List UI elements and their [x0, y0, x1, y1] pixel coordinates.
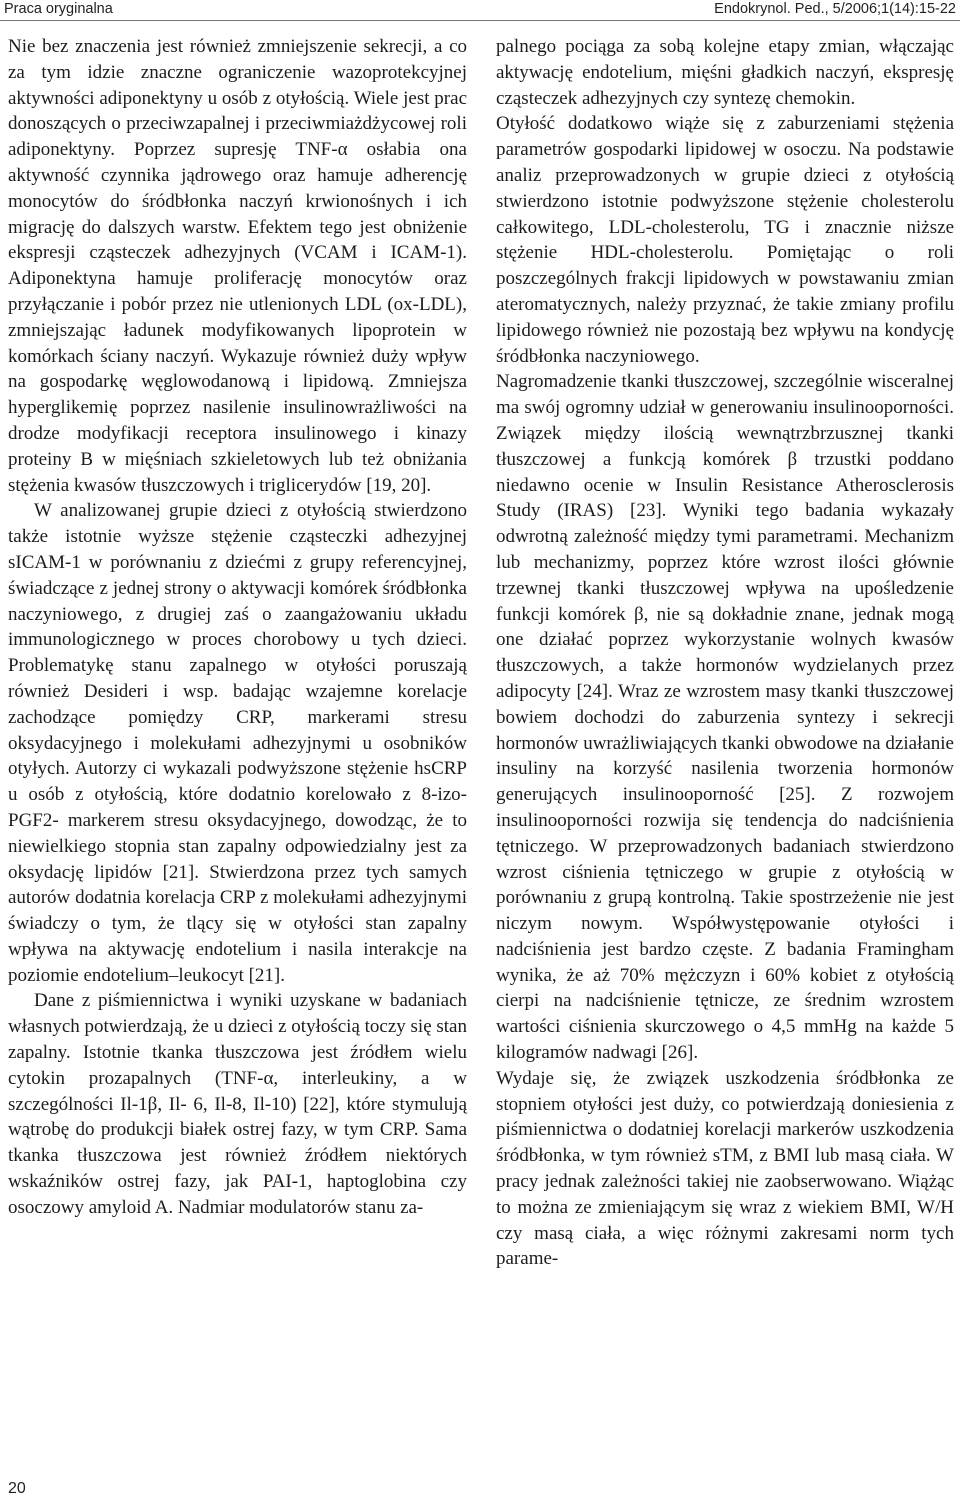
paragraph: Wydaje się, że związek uszkodzenia śródbłonka ze stopniem otyłości jest duży, co potwierdzają doniesienia z piśmiennictwa o dodatniej korelacji markerów uszkodzenia śródbłonka, w tym również sTM, z BMI lub masą ciała. W pracy jednak zależności takiej nie zaobserwowano. Wiążąc to można ze zmieniającym się wraz z wiekiem BMI, W/H czy masą ciała, a więc różnymi zakresami norm tych parame- [496, 1067, 954, 1270]
paragraph: Otyłość dodatkowo wiąże się z zaburzeniami stężenia parametrów gospodarki lipidowej w osoczu. Na podstawie analiz przeprowadzonych w grupie dzieci z otyłością stwierdzono istotnie podwyższone stężenie cholesterolu całkowitego, LDL-cholesterolu, TG i znacznie niższe stężenie HDL-cholesterolu. Pomiętając o roli poszczególnych frakcji lipidowych w powstawaniu zmian ateromatycznych, należy przyznać, że takie zmiany profilu lipidowego również nie pozostają bez wpływu na kondycję śródbłonka naczyniowego. [496, 113, 954, 367]
right-column [496, 34, 954, 1272]
running-header [0, 0, 960, 20]
paragraph: W analizowanej grupie dzieci z otyłością stwierdzono także istotnie wyższe stężenie cząsteczki adhezyjnej sICAM-1 w porównaniu z dziećmi z grupy referencyjnej, świadczące z jednej strony o aktywacji komórek śródbłonka naczyniowego, z drugiej zaś o zaangażowaniu układu immunologicznego w proces chorobowy u tych dzieci. Problematykę stanu zapalnego w otyłości poruszają również Desideri i wsp. badając wzajemne korelacje zachodzące pomiędzy CRP, markerami stresu oksydacyjnego i molekułami adhezyjnymi u osobników otyłych. Autorzy ci wykazali podwyższone stężenie hsCRP u osób z otyłością, które dodatnio korelowało z 8-izo-PGF2- markerem stresu oksydacyjnego, dowodząc, że to niewielkiego stopnia stan zapalny odpowiedzialny jest za oksydację lipidów [21]. Stwierdzona przez tych samych autorów dodatnia korelacja CRP z molekułami adhezyjnymi świadczy o tym, że tlący się w otyłości stan zapalny wpływa na aktywację endotelium i nasila interakcje na poziomie endotelium–leukocyt [21]. [8, 500, 467, 986]
section-label: Praca oryginalna [4, 1, 113, 17]
paragraph: Nagromadzenie tkanki tłuszczowej, szczególnie wisceralnej ma swój ogromny udział w generowaniu insulinooporności. Związek między ilością wewnątrzbrzusznej tkanki tłuszczowej a funkcją komórek β trzustki poddano niedawno ocenie w Insulin Resistance Atherosclerosis Study (IRAS) [23]. Wyniki tego badania wykazały odwrotną zależność między tymi parametrami. Mechanizm lub mechanizmy, poprzez które wzrost ilości głównie trzewnej tkanki tłuszczowej wpływa na upośledzenie funkcji komórek β, nie są dokładnie znane, jednak mogą one działać poprzez wykorzystanie wolnych kwasów tłuszczowych, a także hormonów wydzielanych przez adipocyty [24]. Wraz ze wzrostem masy tkanki tłuszczowej bowiem dochodzi do zaburzenia syntezy i sekrecji hormonów uwrażliwiających tkanki obwodowe na działanie insuliny na korzyść nasilenia tworzenia hormonów generujących insulinooporność [25]. Z rozwojem insulinooporności rozwija się tendencja do nadciśnienia tętniczego. W przeprowadzonych badaniach stwierdzono wzrost ciśnienia tętniczego w grupie z otyłością w porównaniu z grupą kontrolną. Takie spostrzeżenie nie jest niczym nowym. Współwystępowanie otyłości i nadciśnienia jest bardzo częste. Z badania Framingham wynika, że aż 70% mężczyzn i 60% kobiet z otyłością cierpi na nadciśnienie tętnicze, ze średnim wzrostem wartości ciśnienia skurczowego o 4,5 mmHg na każde 5 kilogramów nadwagi [26]. [496, 371, 954, 1064]
paragraph: Nie bez znaczenia jest również zmniejszenie sekrecji, a co za tym idzie znaczne ograniczenie wazoprotekcyjnej aktywności adiponektyny u osób z otyłością. Wiele jest prac donoszących o przeciwzapalnej i przeciwmiażdżycowej roli adiponektyny. Poprzez supresję TNF-α osłabia ona aktywność czynnika jądrowego oraz hamuje adherencję monocytów do śródbłonka naczyń krwionośnych i ich migrację do dalszych warstw. Efektem tego jest obniżenie ekspresji cząsteczek adhezyjnych (VCAM i ICAM-1). Adiponektyna hamuje proliferację monocytów oraz przyłączanie i pobór przez nie utlenionych LDL (ox-LDL), zmniejszając ładunek modyfikowanych lipoprotein w komórkach ściany naczyń. Wykazuje również duży wpływ na gospodarkę węglowodanową i lipidową. Zmniejsza hyperglikemię poprzez nasilenie insulinowrażliwości na drodze modyfikacji receptora insulinowego i kinazy proteiny B w mięśniach szkieletowych lub też obniżania stężenia kwasów tłuszczowych i triglicerydów [19, 20]. [8, 36, 467, 496]
paragraph: Dane z piśmiennictwa i wyniki uzyskane w badaniach własnych potwierdzają, że u dzieci z otyłością toczy się stan zapalny. Istotnie tkanka tłuszczowa jest źródłem wielu cytokin prozapalnych (TNF-α, interleukiny, a w szczególności Il-1β, Il- 6, Il-8, Il-10) [22], które stymulują wątrobę do produkcji białek ostrej fazy, w tym CRP. Sama tkanka tłuszczowa jest również źródłem niektórych wskaźników ostrej fazy, jak PAI-1, haptoglobina czy osoczowy amyloid A. Nadmiar modulatorów stanu za- [8, 990, 467, 1218]
header-rule [0, 20, 960, 21]
paragraph: palnego pociąga za sobą kolejne etapy zmian, włączając aktywację endotelium, mięśni gładkich naczyń, ekspresję cząsteczek adhezyjnych czy syntezę chemokin. [496, 36, 954, 109]
journal-citation: Endokrynol. Ped., 5/2006;1(14):15-22 [714, 1, 956, 17]
left-column [8, 34, 467, 1221]
page-number: 20 [8, 1480, 26, 1497]
